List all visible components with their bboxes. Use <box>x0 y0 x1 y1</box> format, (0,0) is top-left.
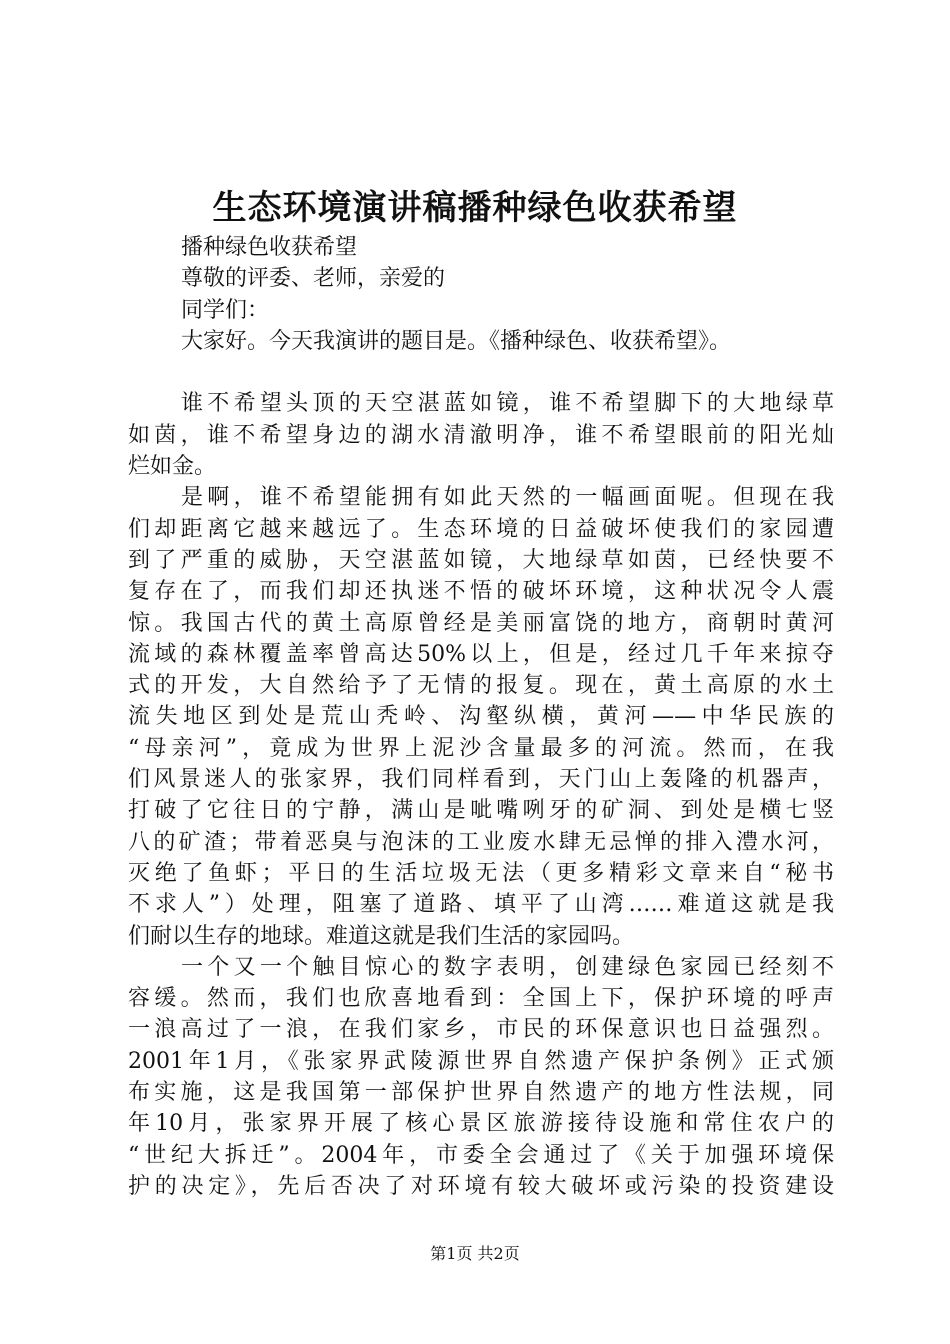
paragraph-gap <box>128 357 834 388</box>
document-body <box>128 232 834 1202</box>
paragraph-line: 如茵，谁不希望身边的湖水清澈明净，谁不希望眼前的阳光灿 <box>128 422 834 448</box>
salutation-line: 同学们： <box>181 297 270 323</box>
paragraph-line: 年10月，张家界开展了核心景区旅游接待设施和常住农户的 <box>128 1111 834 1137</box>
paragraph-line: 们风景迷人的张家界，我们同样看到，天门山上轰隆的机器声， <box>128 767 834 793</box>
paragraph-line: “母亲河”，竟成为世界上泥沙含量最多的河流。然而，在我 <box>128 735 834 761</box>
paragraph-line: 到了严重的威胁，天空湛蓝如镜，大地绿草如茵，已经快要不 <box>128 547 834 573</box>
paragraph-line: 复存在了，而我们却还执迷不悟的破坏环境，这种状况令人震 <box>128 579 834 605</box>
subtitle-line: 播种绿色收获希望 <box>181 235 358 260</box>
paragraph-line: 护的决定》，先后否决了对环境有较大破坏或污染的投资建设 <box>128 1173 834 1199</box>
greeting-line: 大家好。今天我演讲的题目是。《播种绿色、收获希望》。 <box>181 328 732 354</box>
paragraph-line: 惊。我国古代的黄土高原曾经是美丽富饶的地方，商朝时黄河 <box>128 610 834 636</box>
paragraph-line: 谁不希望头顶的天空湛蓝如镜，谁不希望脚下的大地绿草 <box>181 391 834 417</box>
paragraph-line: 流域的森林覆盖率曾高达50%以上，但是，经过几千年来掠夺 <box>128 641 834 667</box>
paragraph-line: “世纪大拆迁”。2004年，市委全会通过了《关于加强环境保 <box>128 1142 834 1168</box>
paragraph-line: 2001年1月，《张家界武陵源世界自然遗产保护条例》正式颁 <box>128 1048 834 1074</box>
paragraph-line: 布实施，这是我国第一部保护世界自然遗产的地方性法规，同 <box>128 1080 834 1106</box>
paragraph-line: 是啊，谁不希望能拥有如此天然的一幅画面呢。但现在我 <box>181 485 834 511</box>
paragraph-line: 式的开发，大自然给予了无情的报复。现在，黄土高原的水土 <box>128 673 834 699</box>
paragraph-line: 烂如金。 <box>128 454 217 480</box>
paragraph-line: 八的矿渣；带着恶臭与泡沫的工业废水肆无忌惮的排入澧水河， <box>128 829 834 855</box>
paragraph-line: 打破了它往日的宁静，满山是呲嘴咧牙的矿洞、到处是横七竖 <box>128 798 834 824</box>
page-footer: 第1页 共2页 <box>430 1244 520 1263</box>
paragraph-line: 一个又一个触目惊心的数字表明，创建绿色家园已经刻不 <box>181 954 834 980</box>
paragraph-line: 容缓。然而，我们也欣喜地看到：全国上下，保护环境的呼声 <box>128 986 834 1012</box>
paragraph-line: 们却距离它越来越远了。生态环境的日益破坏使我们的家园遭 <box>128 516 834 542</box>
document-title: 生态环境演讲稿播种绿色收获希望 <box>212 188 738 228</box>
salutation-line: 尊敬的评委、老师，亲爱的 <box>181 266 446 292</box>
paragraph-line: 灭绝了鱼虾；平日的生活垃圾无法（更多精彩文章来自“秘书 <box>128 860 834 886</box>
paragraph-line: 流失地区到处是荒山秃岭、沟壑纵横，黄河——中华民族的 <box>128 704 834 730</box>
paragraph-line: 不求人”）处理，阻塞了道路、填平了山湾……难道这就是我 <box>128 892 834 918</box>
paragraph-line: 一浪高过了一浪，在我们家乡，市民的环保意识也日益强烈。 <box>128 1017 834 1043</box>
paragraph-line: 们耐以生存的地球。难道这就是我们生活的家园吗。 <box>128 923 635 949</box>
